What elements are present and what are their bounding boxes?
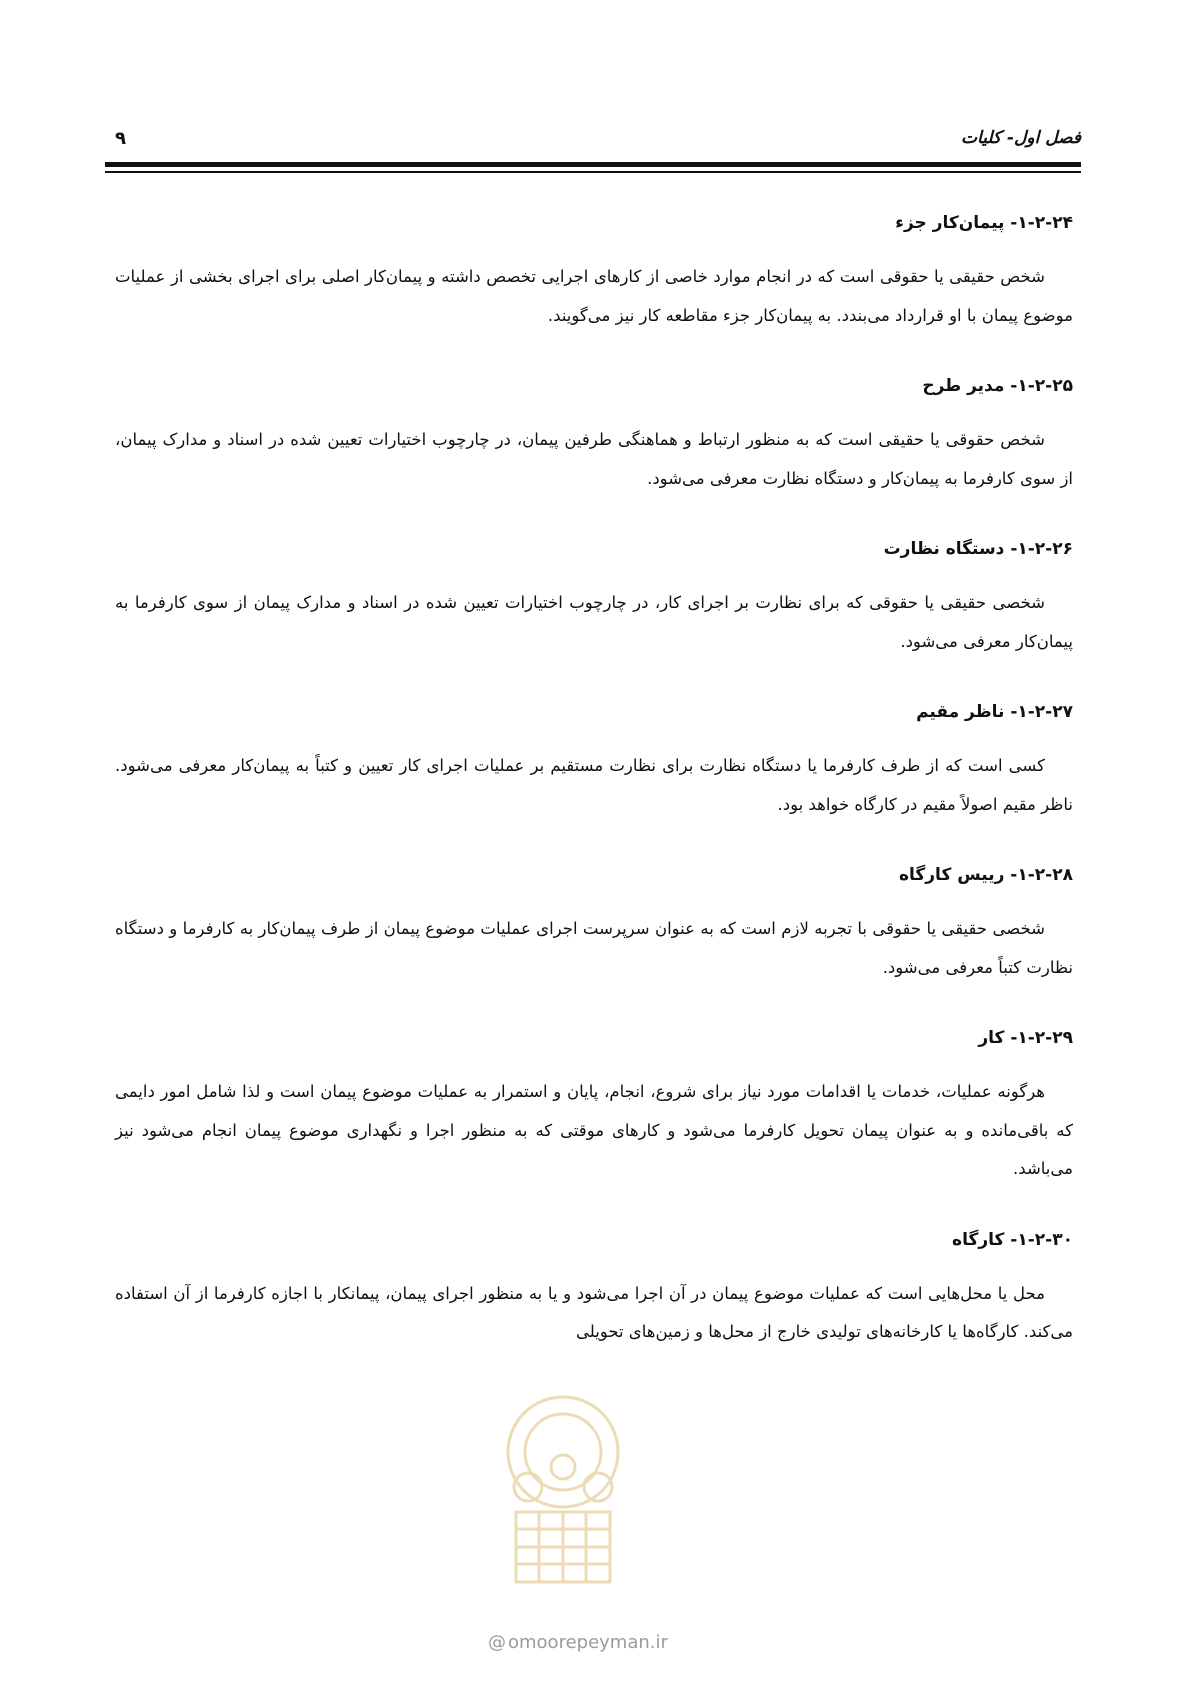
- watermark-logo-icon: [488, 1392, 638, 1597]
- section-body: شخصی حقیقی یا حقوقی که برای نظارت بر اجرای کار، در چارچوب اختیارات تعیین شده در اسناد و مدارک پیمان از سوی کارفرما به پیمان‌کار معرفی می‌شود.: [115, 593, 1073, 651]
- section-body: هرگونه عملیات، خدمات یا اقدامات مورد نیاز برای شروع، انجام، پایان و استمرار به عملیات موضوع پیمان است و لذا شامل امور دایمی که باقی‌مانده و به عنوان پیمان تحویل کارفرما می‌شود و کارهای موقتی که به منظور اجرا و نگهداری موضوع پیمان انجام می‌شود نیز می‌باشد.: [115, 1082, 1073, 1178]
- page-content: [115, 208, 1073, 1352]
- section-26: [115, 534, 1073, 661]
- section-25: [115, 371, 1073, 498]
- page-number: ۹: [115, 128, 126, 149]
- section-body: کسی است که از طرف کارفرما یا دستگاه نظارت برای نظارت مستقیم بر عملیات اجرای کار تعیین و کتباً به پیمان‌کار معرفی می‌شود. ناظر مقیم اصولاً مقیم در کارگاه خواهد بود.: [115, 756, 1073, 814]
- section-title: ۱-۲-۲۴- پیمان‌کار جزء: [895, 213, 1073, 233]
- section-24: [115, 208, 1073, 335]
- section-title: ۱-۲-۲۸- رییس کارگاه: [898, 865, 1073, 885]
- section-title: ۱-۲-۲۹- کار: [978, 1028, 1073, 1048]
- section-title: ۱-۲-۲۷- ناظر مقیم: [916, 702, 1073, 722]
- watermark-site-text: omoorepeyman.ir: [508, 1632, 668, 1653]
- section-title: ۱-۲-۲۶- دستگاه نظارت: [883, 539, 1073, 559]
- section-30: [115, 1225, 1073, 1352]
- chapter-title: فصل اول- کلیات: [961, 128, 1081, 148]
- watermark-site: [488, 1632, 698, 1653]
- section-title: ۱-۲-۳۰- کارگاه: [952, 1229, 1073, 1250]
- section-28: [115, 860, 1073, 987]
- header-rule-thick: [105, 162, 1081, 167]
- section-body: محل یا محل‌هایی است که عملیات موضوع پیمان در آن اجرا می‌شود و یا به منظور اجرای پیمان، پیمانکار با اجازه کارفرما از آن استفاده می‌کند. کارگاه‌ها یا کارخانه‌های تولیدی خارج از محل‌ها و زمین‌های تحویلی: [115, 1283, 1073, 1341]
- at-sign-icon: @: [488, 1632, 506, 1653]
- section-body: شخصی حقیقی یا حقوقی با تجربه لازم است که به عنوان سرپرست اجرای عملیات موضوع پیمان از طرف پیمان‌کار به کارفرما و دستگاه نظارت کتباً معرفی می‌شود.: [115, 919, 1073, 977]
- section-title: ۱-۲-۲۵- مدیر طرح: [922, 376, 1073, 396]
- section-body: شخص حقوقی یا حقیقی است که به منظور ارتباط و هماهنگی طرفین پیمان، در چارچوب اختیارات تعیین شده در اسناد و مدارک پیمان، از سوی کارفرما به پیمان‌کار و دستگاه نظارت معرفی می‌شود.: [115, 430, 1073, 488]
- header-rule-thin: [105, 171, 1081, 173]
- section-body: شخص حقیقی یا حقوقی است که در انجام موارد خاصی از کارهای اجرایی تخصص داشته و پیمان‌کار اصلی برای اجرای بخشی از عملیات موضوع پیمان با او قرارداد می‌بندد. به پیمان‌کار جزء مقاطعه کار نیز می‌گویند.: [115, 267, 1073, 325]
- page-header: [105, 128, 1081, 158]
- section-27: [115, 697, 1073, 824]
- section-29: [115, 1023, 1073, 1189]
